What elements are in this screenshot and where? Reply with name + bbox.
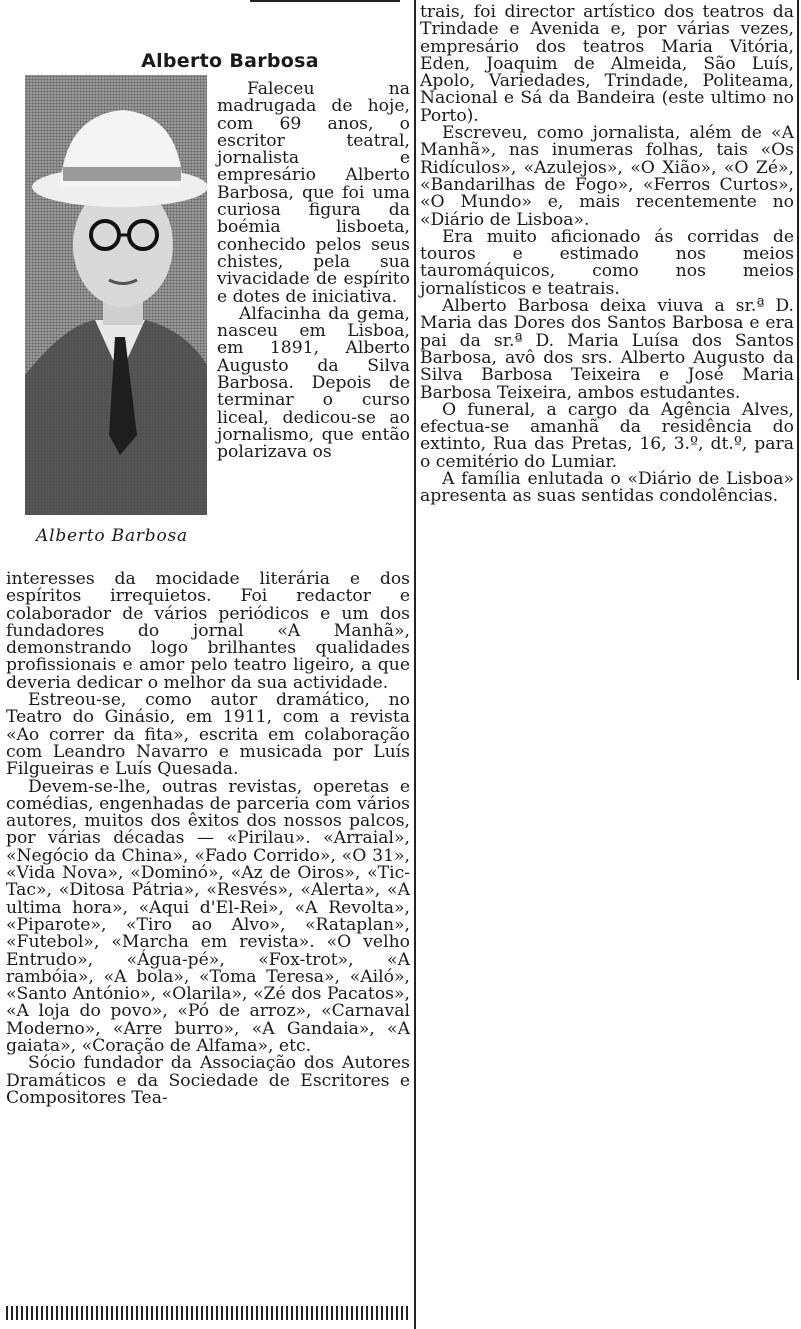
column-divider [414,0,416,1329]
paragraph: Era muito aficionado ás corridas de touros e estimado nos meios tauromáquicos, como nos meios jornalísticos e teatrais. [420,226,794,299]
paragraph: Alberto Barbosa deixa viuva a sr.ª D. Maria das Dores dos Santos Barbosa e era pai da sr.ª D. Maria Luísa dos Santos Barbosa, avô dos srs. Alberto Augusto da Silva Barbosa Teixeira e José Maria Barbosa Teixeira, ambos estudantes. [420,296,794,403]
right-border [797,0,799,680]
paragraph: Devem-se-lhe, outras revistas, operetas e comédias, engenhadas de parceria com vários autores, muitos dos êxitos dos nossos palcos, por várias décadas — «Pirilau». «Arraial», «Negócio da China», «Fado Corrido», «O 31», «Vida Nova», «Dominó», «Az de Oiros», «Tic-Tac», «Ditosa Pátria», «Resvés», «Alerta», «A ultima hora», «Aqui d'El-Rei», «A Revolta», «Piparote», «Tiro ao Alvo», «Rataplan», «Futebol», «Marcha em revista». «O velho Entrudo», «Água-pé», «Fox-trot», «A rambóia», «A bola», «Toma Teresa», «Ailó», «Santo António», «Olarila», «Zé dos Pacatos», «A loja do povo», «Pó de arroz», «Carnaval Moderno», «Arre burro», «A Gandaia», «A gaiata», «Coração de Alfama», etc. [6,776,410,1057]
paragraph: Alfacinha da gema, nasceu em Lisboa, em 1891, Alberto Augusto da Silva Barbosa. Depois de terminar o curso liceal, dedicou-se ao jornalismo, que então polarizava os [217,303,410,463]
photo-caption: Alberto Barbosa [36,526,188,546]
paragraph: interesses da mocidade literária e dos espíritos irrequietos. Foi redactor e colaborador de vários periódicos e um dos fundadores do jornal «A Manhã», demonstrando logo brilhantes qualidades profissionais e amor pelo teatro ligeiro, a que deveria dedicar o melhor da sua actividade. [6,569,410,693]
portrait-photo [25,75,207,515]
paragraph: Sócio fundador da Associação dos Autores Dramáticos e da Sociedade de Escritores e Compositores Tea- [6,1053,410,1108]
left-column-text [6,571,410,1107]
paragraph: A família enlutada o «Diário de Lisboa» apresenta as suas sentidas condolências. [420,469,794,507]
paragraph: trais, foi director artístico dos teatros da Trindade e Avenida e, por várias vezes, empresário dos teatros Maria Vitória, Eden, Joaquim de Almeida, São Luís, Apolo, Variedades, Trindade, Politeama, Nacional e Sá da Bandeira (este ultimo no Porto). [420,2,794,126]
portrait-figure [25,75,207,515]
paragraph: Escreveu, como jornalista, além de «A Manhã», nas inumeras folhas, tais «Os Ridículos», «Azulejos», «O Xião», «O Zé», «Bandarilhas de Fogo», «Ferros Curtos», «O Mundo» e, mais recentemente no «Diário de Lisboa». [420,123,794,230]
top-rule [250,0,400,2]
paragraph: Estreou-se, como autor dramático, no Teatro do Ginásio, em 1911, com a revista «Ao correr da fita», escrita em colaboração com Leandro Navarro e musicada por Luís Filgueiras e Luís Quesada. [6,690,410,780]
right-column-text [420,4,794,506]
article-headline: Alberto Barbosa [141,50,319,72]
paragraph: Faleceu na madrugada de hoje, com 69 anos, o escritor teatral, jornalista e empresário Alberto Barbosa, que foi uma curiosa figura da boémia lisboeta, conhecido pelos seus chistes, pela sua vivacidade de espírito e dotes de iniciativa. [217,79,410,307]
narrow-column-text [217,81,410,462]
bottom-divider [6,1306,410,1320]
paragraph: O funeral, a cargo da Agência Alves, efectua-se amanhã da residência do extinto, Rua das Pretas, 16, 3.º, dt.º, para o cemitério do Lumiar. [420,399,794,472]
